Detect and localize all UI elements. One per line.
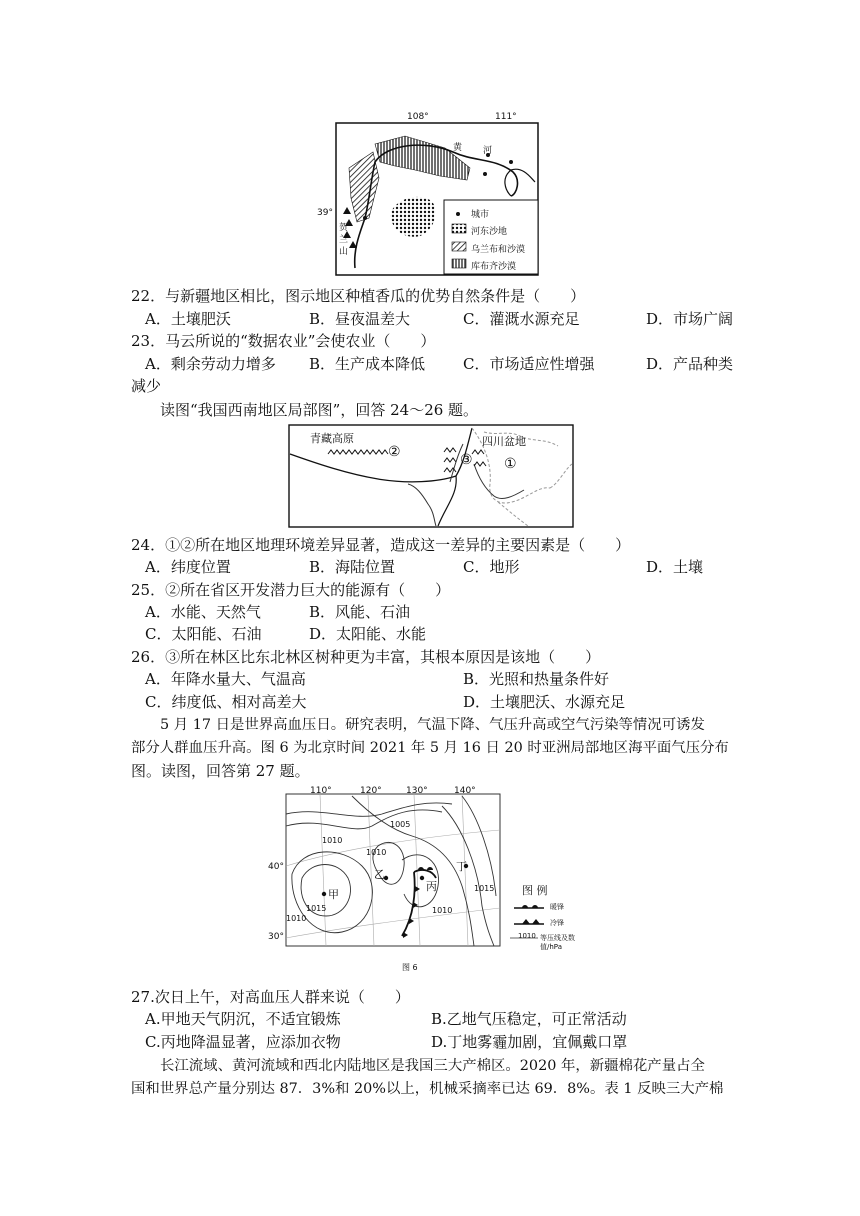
isobar-label-1010-d: 1010 — [432, 906, 453, 915]
river-label-he: 河 — [483, 146, 493, 156]
q26-option-a: A．年降水量大、气温高 — [145, 670, 306, 688]
lon-label-130: 130° — [406, 786, 428, 796]
q24-option-c: C．地形 — [463, 558, 520, 576]
legend-warm-front: 暖锋 — [550, 903, 564, 911]
q22-option-a: A．土壤肥沃 — [145, 310, 231, 328]
q27-stem: 27.次日上午，对高血压人群来说（ ） — [131, 988, 410, 1006]
q27-option-a: A.甲地天气阴沉，不适宜锻炼 — [145, 1010, 341, 1028]
lon-label-111: 111° — [495, 112, 517, 122]
isobar-label-1005: 1005 — [390, 820, 411, 829]
lat-label-39: 39° — [317, 208, 333, 218]
legend-city: 城市 — [471, 210, 490, 220]
legend-kubuqi: 库布齐沙漠 — [471, 262, 517, 272]
q22-option-d: D．市场广阔 — [646, 310, 734, 328]
isobar-label-1015-a: 1015 — [306, 904, 327, 913]
q22-option-c: C．灌溉水源充足 — [463, 310, 580, 328]
mountain-label-shan: 山 — [339, 247, 349, 257]
q24-option-b: B．海陆位置 — [309, 558, 396, 576]
passage-28-line-1: 长江流域、黄河流域和西北内陆地区是我国三大产棉区。2020 年，新疆棉花产量占全 — [160, 1058, 705, 1074]
q25-stem: 25．②所在省区开发潜力巨大的能源有（ ） — [131, 581, 451, 599]
place-yi: 乙 — [374, 868, 385, 881]
intro-24-26: 读图“我国西南地区局部图”，回答 24～26 题。 — [160, 401, 479, 419]
lon-label-108: 108° — [407, 112, 429, 122]
river-label-huang: 黄 — [453, 143, 463, 153]
isobar-label-1010-a: 1010 — [322, 836, 343, 845]
legend-ulanbuh: 乌兰布和沙漠 — [471, 245, 526, 255]
marker-1: ① — [504, 456, 517, 472]
figure-caption: 图 6 — [402, 963, 418, 972]
q23-option-a: A．剩余劳动力增多 — [145, 355, 276, 373]
q24-stem: 24．①②所在地区地理环境差异显著，造成这一差异的主要因素是（ ） — [131, 536, 631, 554]
legend-title: 图 例 — [522, 884, 548, 897]
q23-option-b: B．生产成本降低 — [309, 355, 426, 373]
lon-label-110: 110° — [310, 786, 332, 796]
map-sea-level-pressure — [268, 786, 582, 976]
mountain-label-he: 贺 — [339, 223, 349, 233]
q26-stem: 26．③所在林区比东北林区树种更为丰富，其根本原因是该地（ ） — [131, 648, 601, 666]
legend-hedong: 河东沙地 — [471, 227, 508, 237]
q26-option-d: D．土壤肥沃、水源充足 — [463, 693, 626, 711]
q25-option-a: A．水能、天然气 — [145, 603, 261, 621]
legend-isobar: 等压线及数值/hPa — [540, 934, 575, 951]
map-yellow-river-bend — [317, 112, 539, 276]
isobar-label-1015-b: 1015 — [474, 884, 495, 893]
marker-2: ② — [388, 444, 401, 460]
q23-stem: 23．马云所说的“数据农业”会使农业（ ） — [131, 332, 436, 350]
q24-option-a: A．纬度位置 — [145, 558, 231, 576]
lat-label-30: 30° — [268, 932, 284, 942]
q24-option-d: D．土壤 — [646, 558, 704, 576]
isobar-label-1010-b: 1010 — [366, 848, 387, 857]
q23-option-d-continued: 减少 — [131, 377, 162, 395]
q25-option-c: C．太阳能、石油 — [145, 625, 262, 643]
label-sichuan-basin: 四川盆地 — [482, 435, 526, 448]
q23-option-d: D．产品种类 — [646, 355, 734, 373]
passage-27-line-3: 图。读图，回答第 27 题。 — [131, 762, 310, 780]
place-jia: 甲 — [328, 888, 339, 901]
legend-cold-front: 冷锋 — [550, 919, 564, 927]
lon-label-120: 120° — [360, 786, 382, 796]
q27-option-b: B.乙地气压稳定，可正常活动 — [431, 1010, 627, 1028]
q25-option-b: B．风能、石油 — [309, 603, 411, 621]
isobar-label-1010-c: 1010 — [286, 914, 307, 923]
q22-stem: 22．与新疆地区相比，图示地区种植香瓜的优势自然条件是（ ） — [131, 287, 586, 305]
passage-27-line-2: 部分人群血压升高。图 6 为北京时间 2021 年 5 月 16 日 20 时亚洲局部地区海平面气压分布 — [131, 740, 729, 756]
q25-option-d: D．太阳能、水能 — [309, 625, 427, 643]
marker-3: ③ — [460, 452, 473, 468]
q27-option-c: C.丙地降温显著，应添加衣物 — [145, 1033, 341, 1051]
lon-label-140: 140° — [454, 786, 476, 796]
label-qinghai-tibet-plateau: 青藏高原 — [310, 432, 354, 445]
q27-option-d: D.丁地雾霾加剧，宜佩戴口罩 — [431, 1033, 628, 1051]
lat-label-40: 40° — [268, 862, 284, 872]
q22-option-b: B．昼夜温差大 — [309, 310, 411, 328]
legend-isobar-value: 1010 — [518, 932, 536, 940]
map-southwest-china — [288, 424, 574, 528]
q26-option-b: B．光照和热量条件好 — [463, 670, 610, 688]
q23-option-c: C．市场适应性增强 — [463, 355, 595, 373]
q26-option-c: C．纬度低、相对高差大 — [145, 693, 307, 711]
place-bing: 丙 — [426, 880, 437, 893]
passage-28-line-2: 国和世界总产量分别达 87．3%和 20%以上，机械采摘率已达 69．8%。表 1 反映三大产棉 — [131, 1081, 724, 1097]
place-ding: 丁 — [456, 860, 467, 873]
passage-27-line-1: 5 月 17 日是世界高血压日。研究表明，气温下降、气压升高或空气污染等情况可诱发 — [160, 717, 705, 733]
mountain-label-lan: 兰 — [339, 235, 349, 245]
